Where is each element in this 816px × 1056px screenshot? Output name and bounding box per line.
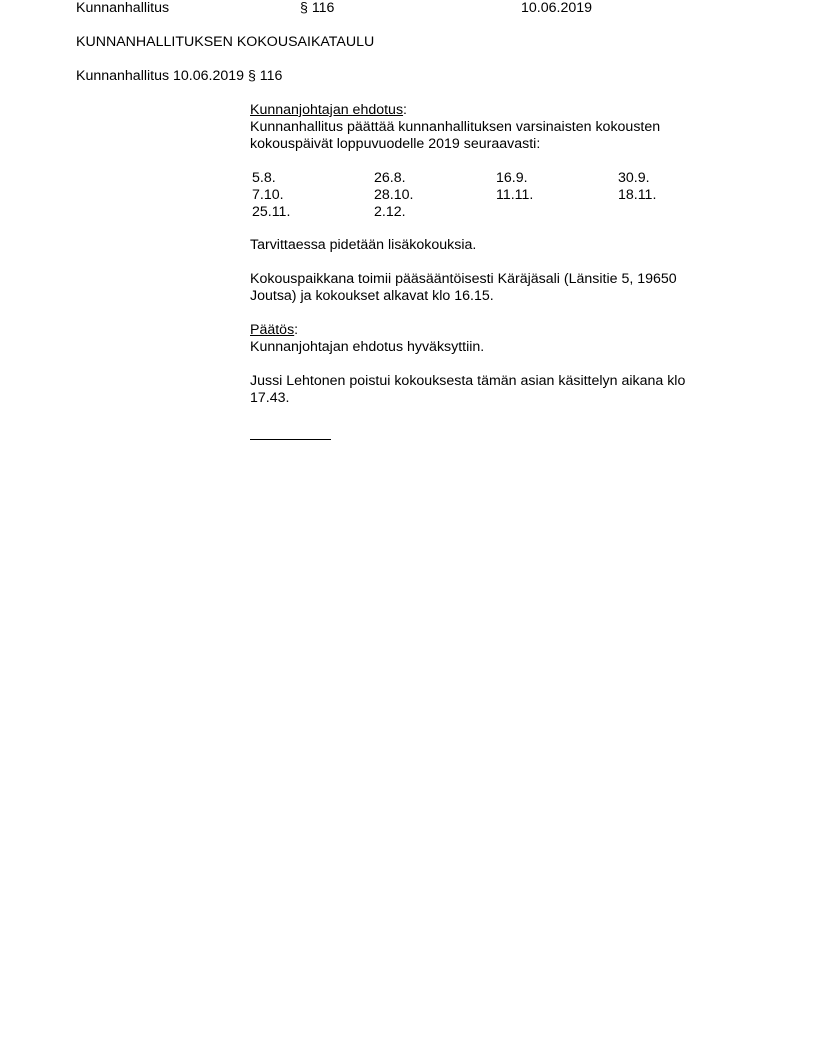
date-cell: 28.10. — [374, 187, 414, 203]
dates-row — [252, 170, 732, 187]
date-cell: 25.11. — [252, 204, 291, 220]
decision-heading: Päätös — [250, 322, 295, 338]
dates-row — [252, 187, 732, 204]
date-cell: 2.12. — [374, 204, 406, 220]
note-line-1: Jussi Lehtonen poistui kokouksesta tämän asian käsittelyn aikana klo — [250, 373, 686, 389]
date-cell: 11.11. — [496, 187, 534, 203]
decision-section — [250, 322, 720, 356]
proposal-text-line-1: Kunnanhallitus päättää kunnanhallituksen varsinaisten kokousten — [250, 119, 661, 135]
location-line-1: Kokouspaikkana toimii pääsääntöisesti Käräjäsali (Länsitie 5, 19650 — [250, 271, 677, 287]
note-section — [250, 373, 720, 407]
header-date: 10.06.2019 — [521, 0, 593, 16]
proposal-text-line-2: kokouspäivät loppuvuodelle 2019 seuraavasti: — [250, 136, 541, 152]
meeting-dates-table — [252, 170, 732, 221]
date-cell: 30.9. — [618, 170, 650, 186]
proposal-section — [250, 102, 720, 153]
proposal-heading-line — [250, 102, 720, 119]
date-cell: 18.11. — [618, 187, 657, 203]
date-cell: 26.8. — [374, 170, 406, 186]
decision-heading-colon: : — [294, 322, 299, 338]
location-line-2: Joutsa) ja kokoukset alkavat klo 16.15. — [250, 288, 494, 304]
closing-rule — [250, 439, 331, 440]
decision-heading-line — [250, 322, 720, 339]
proposal-heading-colon: : — [403, 102, 407, 118]
meeting-reference: Kunnanhallitus 10.06.2019 § 116 — [76, 68, 283, 84]
document-title: KUNNANHALLITUKSEN KOKOUSAIKATAULU — [76, 34, 375, 50]
header-body-name: Kunnanhallitus — [76, 0, 170, 16]
dates-row — [252, 204, 732, 221]
date-cell: 16.9. — [496, 170, 528, 186]
decision-text: Kunnanjohtajan ehdotus hyväksyttiin. — [250, 339, 485, 355]
note-line-2: 17.43. — [250, 390, 290, 406]
location-section — [250, 271, 720, 305]
date-cell: 5.8. — [252, 170, 276, 186]
extra-meetings-text: Tarvittaessa pidetään lisäkokouksia. — [250, 237, 477, 253]
proposal-heading: Kunnanjohtajan ehdotus — [250, 102, 404, 118]
date-cell: 7.10. — [252, 187, 284, 203]
header-section: § 116 — [300, 0, 335, 16]
